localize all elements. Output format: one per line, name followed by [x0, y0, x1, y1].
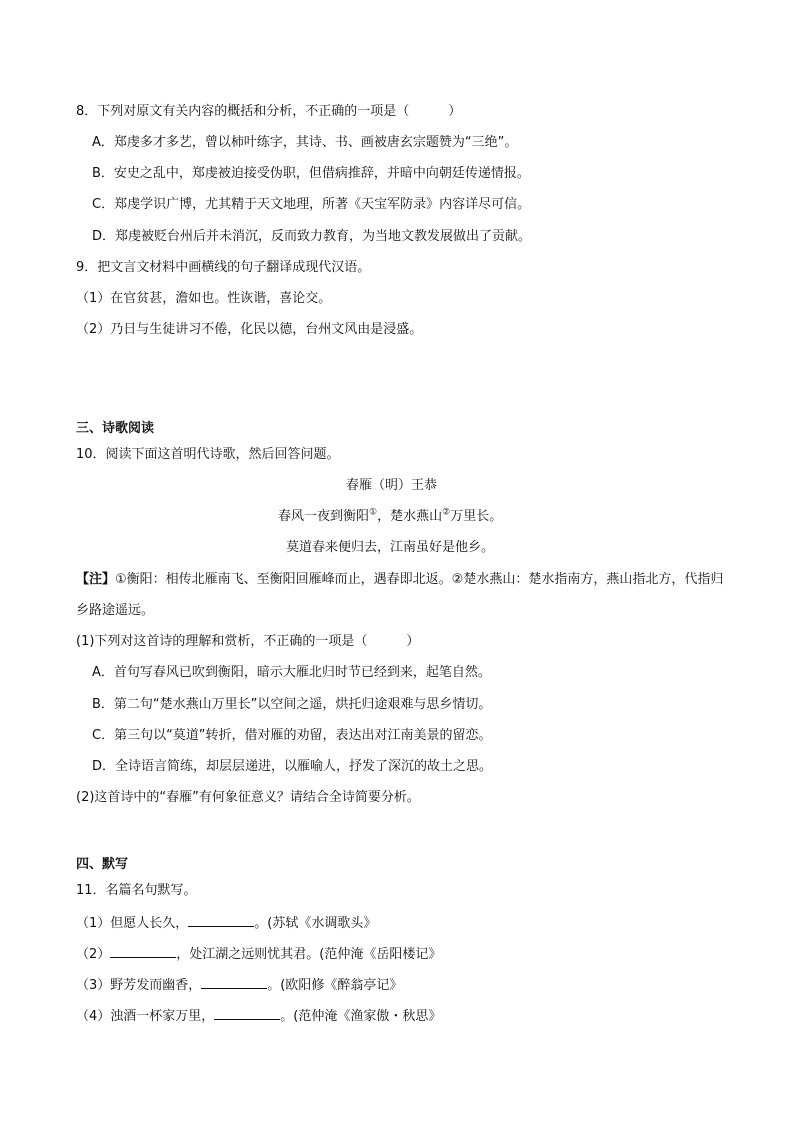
q9-item-1: （1）在官贫甚，澹如也。性诙谐，喜论交。 — [76, 291, 332, 306]
q8-option-d: D．郑虔被贬台州后并未消沉，反而致力教育，为当地文教发展做出了贡献。 — [92, 229, 532, 244]
answer-blank — [201, 975, 267, 989]
dictation-suffix: 。(欧阳修《醉翁亭记》 — [267, 978, 403, 993]
section-4-title: 四、默写 — [76, 857, 129, 872]
dictation-prefix: （1）但愿人长久， — [76, 916, 189, 931]
q9-item-2: （2）乃日与生徒讲习不倦，化民以德，台州文风由是浸盛。 — [76, 322, 423, 337]
q10-sub1-option-a: A．首句写春风已吹到衡阳，暗示大雁北归时节已经到来，起笔自然。 — [92, 665, 491, 680]
q8-option-a: A．郑虔多才多艺，曾以柿叶练字，其诗、书、画被唐玄宗题赞为“三绝”。 — [92, 135, 518, 150]
q10-sub1-option-c: C．第三句以“莫道”转折，借对雁的劝留，表达出对江南美景的留恋。 — [92, 728, 492, 743]
q11-stem: 11．名篇名句默写。 — [76, 883, 197, 898]
footnote-marker-1: ① — [369, 507, 378, 518]
poem-line-1-c: 万里长。 — [450, 509, 503, 524]
answer-blank — [188, 913, 254, 927]
q9-stem: 9．把文言文材料中画横线的句子翻译成现代汉语。 — [76, 260, 371, 275]
section-3-title: 三、诗歌阅读 — [76, 421, 155, 436]
dictation-suffix: ，处江湖之远则忧其君。(范仲淹《岳阳楼记》 — [176, 947, 442, 962]
q10-sub1-stem: (1)下列对这首诗的理解和赏析，不正确的一项是（ ） — [76, 634, 420, 649]
poem-note — [76, 564, 736, 626]
answer-blank — [214, 1006, 280, 1020]
dictation-suffix: 。(范仲淹《渔家傲・秋思》 — [280, 1009, 442, 1024]
note-text: ①衡阳：相传北雁南飞、至衡阳回雁峰而止，遇春即北返。②楚水燕山：楚水指南方，燕山指北方，代指归乡路途遥远。 — [76, 572, 724, 618]
poem-line-1-b: ，楚水燕山 — [377, 509, 443, 524]
dictation-suffix: 。(苏轼《水调歌头》 — [254, 916, 377, 931]
dictation-prefix: （3）野芳发而幽香， — [76, 978, 202, 993]
q10-sub1-option-b: B．第二句“楚水燕山万里长”以空间之遥，烘托归途艰难与思乡情切。 — [92, 697, 492, 712]
poem-line-1-a: 春风一夜到衡阳 — [278, 509, 370, 524]
q10-stem: 10．阅读下面这首明代诗歌，然后回答问题。 — [76, 447, 340, 462]
q10-sub1-option-d: D．全诗语言简练，却层层递进，以雁喻人，抒发了深沉的故土之思。 — [92, 759, 493, 774]
dictation-prefix: （4）浊酒一杯家万里， — [76, 1009, 215, 1024]
poem-title: 春雁（明）王恭 — [346, 478, 438, 493]
q8-option-c: C．郑虔学识广博，尤其精于天文地理，所著《天宝军防录》内容详尽可信。 — [92, 197, 531, 212]
note-label: 【注】 — [76, 572, 116, 587]
dictation-prefix: （2） — [76, 947, 111, 962]
dictation-item-3 — [76, 975, 402, 995]
poem-line-1 — [278, 508, 502, 526]
poem-line-2: 莫道春来便归去，江南虽好是他乡。 — [286, 540, 495, 555]
q10-sub2-stem: (2)这首诗中的“春雁”有何象征意义？请结合全诗简要分析。 — [76, 790, 420, 805]
footnote-marker-2: ② — [442, 507, 451, 518]
answer-blank — [110, 944, 176, 958]
q8-stem: 8．下列对原文有关内容的概括和分析，不正确的一项是（ ） — [76, 104, 462, 119]
dictation-item-1 — [76, 913, 376, 933]
q8-option-b: B．安史之乱中，郑虔被迫接受伪职，但借病推辞，并暗中向朝廷传递情报。 — [92, 166, 530, 181]
dictation-item-4 — [76, 1006, 441, 1026]
dictation-item-2 — [76, 944, 441, 964]
